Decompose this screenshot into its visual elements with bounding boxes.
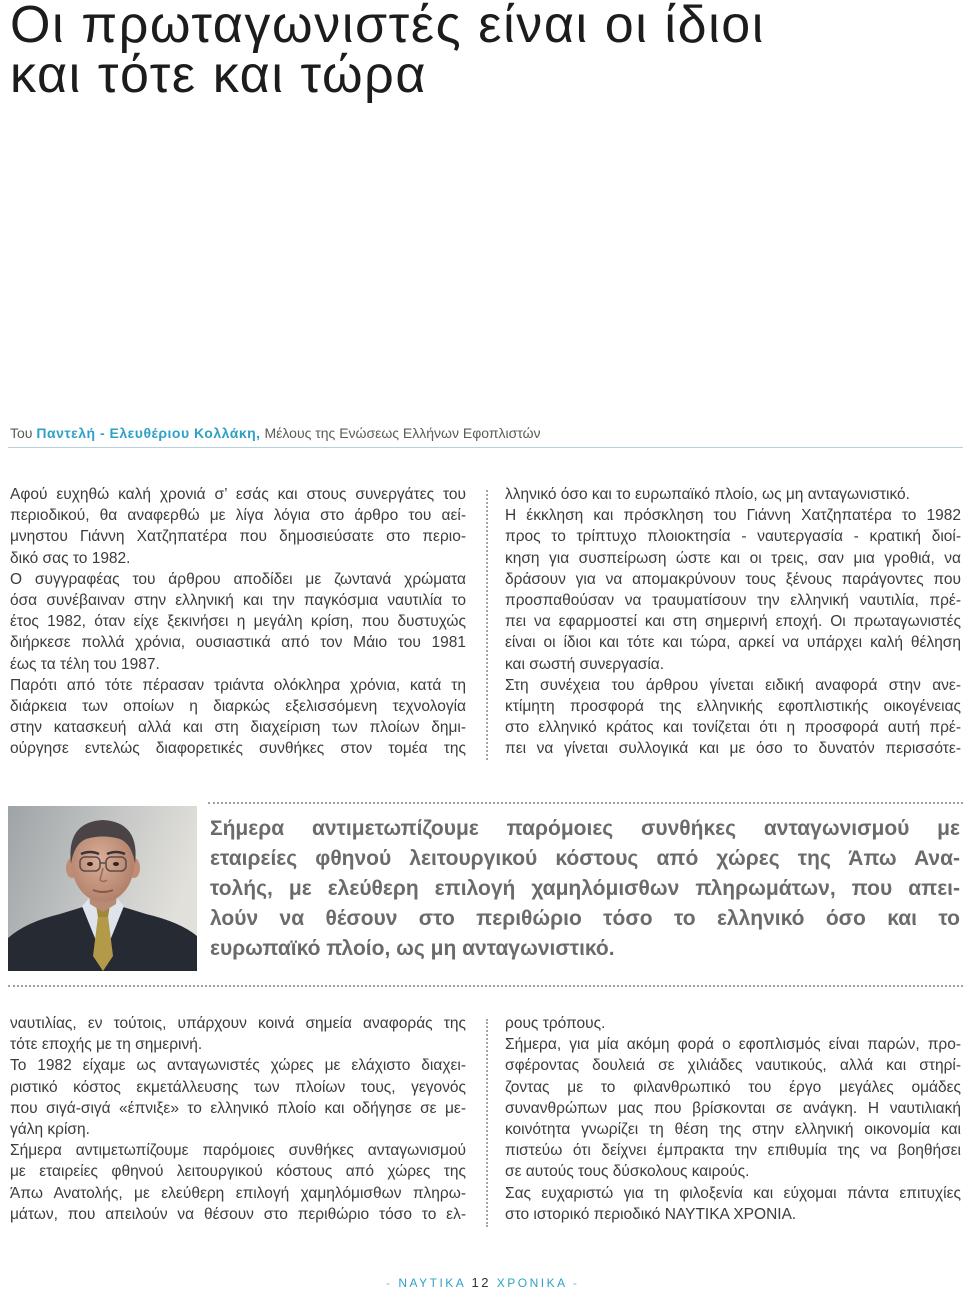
column-divider [486,490,488,760]
text-line: στο ελληνικό κράτος και τονίζεται ότι η προσφορά αυτή πρέ- [505,719,961,737]
footer-dash: - [572,1276,580,1290]
paragraph [10,569,466,675]
column-bottom-left [10,1013,466,1225]
byline [10,424,541,442]
page-footer [386,1276,579,1290]
byline-prefix: Του [10,425,33,441]
portrait-image [8,806,197,971]
paragraph [505,505,961,675]
magazine-name-part: ΧΡΟΝΙΚΑ [496,1276,567,1290]
text-line: Σήμερα αντιμετωπίζουμε παρόμοιες συνθήκες ανταγωνισμού [10,1142,466,1160]
portrait-eye [87,862,93,866]
pull-quote-line: εταιρείες φθηνού λειτουργικού κόστους από χώρες της Άπω Ανα- [210,847,960,870]
paragraph [10,1055,466,1140]
text-line: όσα συνέβαιναν στην ελληνική και την παγκόσμια ναυτιλία το [10,592,466,610]
text-line: κτίμητη προσφορά της ελληνικής εφοπλιστικής οικογένειας [505,698,961,716]
text-line: συνανθρώπων μας που βρίσκονται σε ανάγκη. Η ναυτιλιακή [505,1099,961,1117]
text-line: Σας ευχαριστώ για τη φιλοξενία και εύχομαι πάντα επιτυχίες [505,1184,961,1202]
pull-quote-bottom-divider [8,985,963,987]
author-name: Παντελή - Ελευθέριου Κολλάκη, [36,425,261,441]
paragraph [505,675,961,760]
pull-quote-line: Σήμερα αντιμετωπίζουμε παρόμοιες συνθήκες ανταγωνισμού με [210,817,960,840]
text-line: κοινότητα γνωρίζει τη θέση της στην ελληνική οικονομία και [505,1121,961,1139]
text-line: ζοντας με το φιλανθρωπικό του έργο μεγάλες ομάδες [505,1078,961,1096]
byline-divider [8,447,963,448]
text-line: στην κατασκευή αλλά και στη διαχείριση των πλοίων δημι- [10,719,466,737]
author-photo [8,806,197,971]
text-line: πιστεύω ότι δείχνει έμπρακτα την επιθυμία της να βοηθήσει [505,1142,961,1160]
paragraph [10,675,466,760]
text-line: ναυτιλίας, εν τούτοις, υπάρχουν κοινά σημεία αναφοράς της [10,1015,466,1032]
article-title-line: και τότε και τώρα [10,46,427,104]
column-bottom-right [505,1013,961,1225]
text-line: Η έκκληση και πρόσκληση του Γιάννη Χατζηπατέρα το 1982 [505,507,961,525]
text-line: πει να εφαρμοστεί και στη σημερινή εποχή. Οι πρωταγωνιστές [505,613,961,631]
pull-quote-top-divider [208,802,963,804]
text-line: τότε εποχής με τη σημερινή. [10,1036,203,1054]
text-line: δράσουν για να απομακρύνουν τους ξένους παράγοντες που [505,570,961,588]
column-top-right [505,484,961,760]
pull-quote [210,814,960,964]
text-line: Στη συνέχεια του άρθρου γίνεται ειδική αναφορά στην ανε- [505,676,961,694]
author-affiliation: Μέλους της Ενώσεως Ελλήνων Εφοπλιστών [264,425,541,441]
article-title-line: Οι πρωταγωνιστές είναι οι ίδιοι [10,0,765,54]
text-line: Ο συγγραφέας του άρθρου αποδίδει με ζωντανά χρώματα [10,570,466,588]
text-line: κηση για συσπείρωση ώστε και οι τρεις, σαν μια γροθιά, να [505,549,961,567]
text-line: Σήμερα, για μία ακόμη φορά ο εφοπλισμός είναι παρών, προ- [505,1036,961,1054]
text-line: έως τα τέλη του 1987. [10,655,160,673]
text-line: περιοδικού, θα αναφερθώ με λίγα λόγια στο άρθρο του αεί- [10,507,466,525]
column-divider [486,1019,488,1227]
column-top-left [10,484,466,760]
text-line: Αφού ευχηθώ καλή χρονιά σ’ εσάς και στους συνεργάτες του [10,486,466,503]
text-line: σε αυτούς τους δύσκολους καιρούς. [505,1163,750,1181]
text-line: Παρότι από τότε πέρασαν τριάντα ολόκληρα χρόνια, κατά τη [10,676,466,694]
text-line: γάλη κρίση. [10,1121,90,1139]
text-line: δικό σας το 1982. [10,549,131,567]
text-line: σφέροντας δουλειά σε χιλιάδες ναυτικούς, αλλά και στηρί- [505,1057,961,1075]
text-line: προς το τρίπτυχο πλοιοκτησία - ναυτεργασία - κρατική διοί- [505,528,961,546]
text-line: πει να γίνεται συλλογικά και με όσο το δυνατόν περισσότε- [505,740,961,758]
text-line: λληνικό όσο και το ευρωπαϊκό πλοίο, ως μη ανταγωνιστικό. [505,486,910,503]
pull-quote-line: λούν να θέσουν στο περιθώριο τόσο το ελληνικό όσο και το [210,907,960,930]
text-line: μάτων, που απειλούν να θέσουν στο περιθώριο τόσο το ελ- [10,1205,466,1223]
text-line: Το 1982 είχαμε ως ανταγωνιστές χώρες με ελάχιστο διαχει- [10,1057,466,1075]
text-line: με εταιρείες φθηνού λειτουργικού κόστους από χώρες της [10,1163,466,1181]
paragraph [505,1013,961,1034]
portrait-eye [113,862,119,866]
text-line: ούργησε εντελώς διαφορετικές συνθήκες στον τομέα της [10,740,466,758]
article-title [10,0,765,104]
text-line: στο ιστορικό περιοδικό ΝΑΥΤΙΚΑ ΧΡΟΝΙΑ. [505,1205,797,1223]
paragraph [505,1183,961,1225]
text-line: μνηστου Γιάννη Χατζηπατέρα που δημοσιεύσατε στο περιο- [10,528,466,546]
pull-quote-line: τολής, με ελεύθερη επιλογή χαμηλόμισθων πληρωμάτων, που απει- [210,877,960,900]
text-line: ρους τρόπους. [505,1015,606,1032]
paragraph [10,1140,466,1225]
page-number: 12 [471,1275,491,1290]
footer-dash: - [386,1276,393,1290]
text-line: που σιγά-σιγά «έπνιξε» το ελληνικό πλοίο και οδήγησε σε με- [10,1099,466,1117]
paragraph [505,484,961,505]
text-line: ριστικό κόστος εκμετάλλευσης των πλοίων τους, γεγονός [10,1078,466,1096]
text-line: είναι οι ίδιοι και τότε και τώρα, αρκεί να υπάρχει καλή θέληση [505,634,961,652]
paragraph [505,1034,961,1182]
paragraph [10,484,466,569]
magazine-name-part: ΝΑΥΤΙΚΑ [398,1276,466,1290]
text-line: Άπω Ανατολής, με ελεύθερη επιλογή χαμηλόμισθων πληρω- [10,1184,466,1202]
pull-quote-line: ευρωπαϊκό πλοίο, ως μη ανταγωνιστικό. [210,937,615,960]
text-line: και σωστή συνεργασία. [505,655,665,673]
text-line: προσπαθούσαν να τραυματίσουν την ελληνική ναυτιλία, πρέ- [505,592,961,610]
text-line: διήρκεσε πολλά χρόνια, ουσιαστικά από τον Μάιο του 1981 [10,634,466,652]
text-line: έτος 1982, όταν είχε ξεκινήσει η μεγάλη κρίση, που δυστυχώς [10,613,466,631]
text-line: διάρκεια των οποίων η διαρκώς εξελισσόμενη τεχνολογία [10,698,466,716]
paragraph [10,1013,466,1055]
